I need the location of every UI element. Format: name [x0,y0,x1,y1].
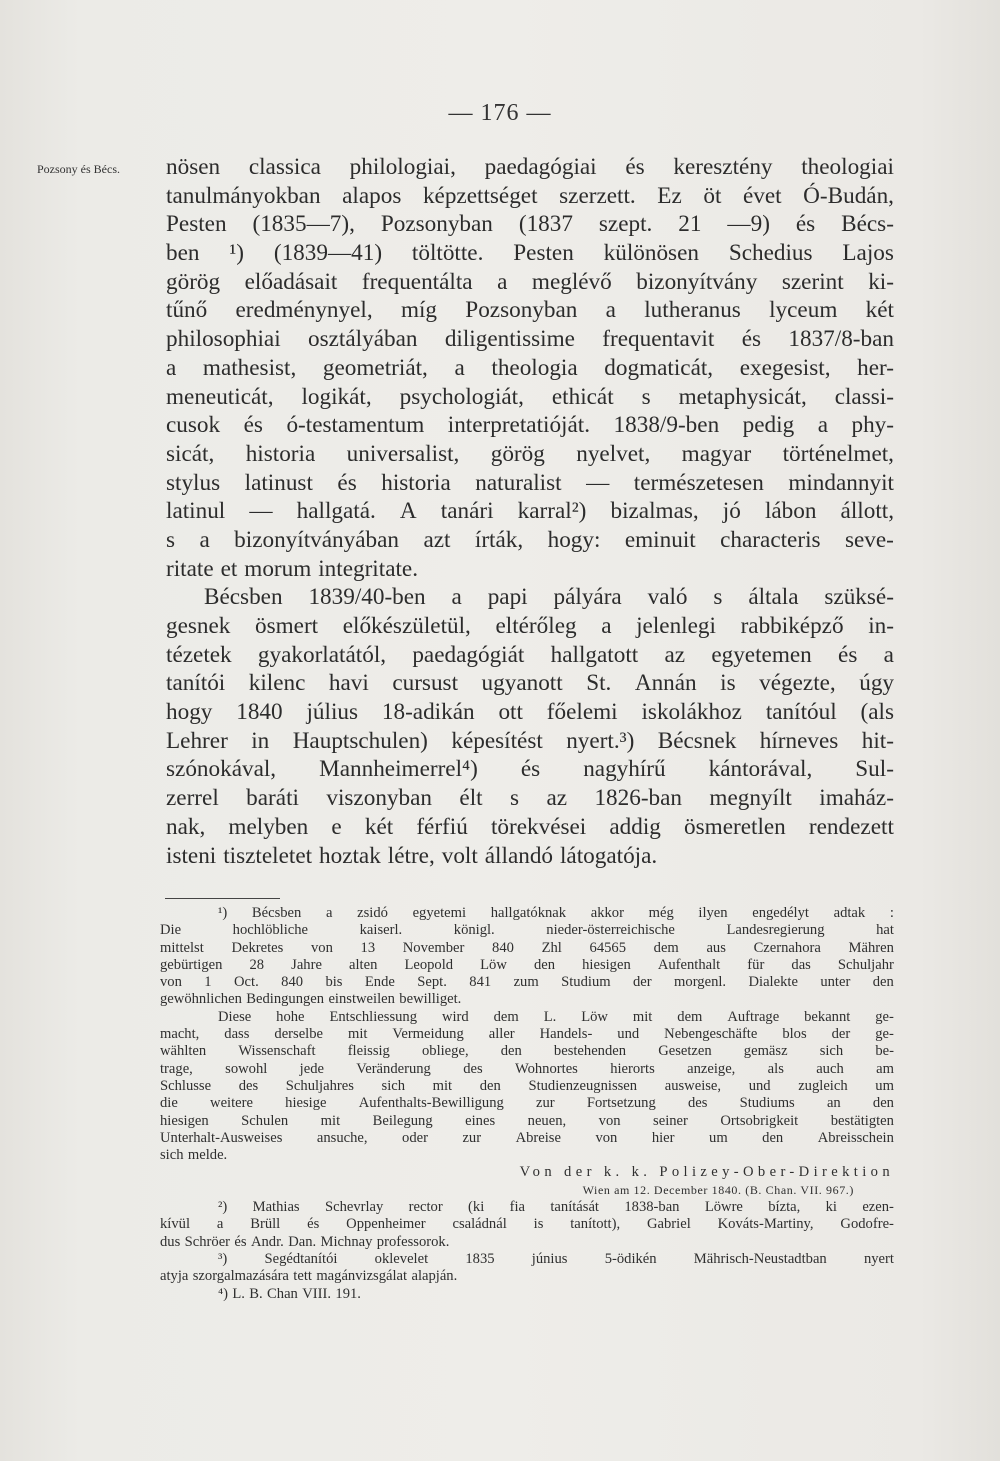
text-line: ben ¹) (1839—41) töltötte. Pesten különösen Schedius Lajos [166,240,894,267]
text-line: isteni tiszteletet hoztak létre, volt állandó látogatója. [166,842,658,869]
footnote-line: wählten Wissenschaft fleissig obliege, den bestehenden Gesetzen gemäsz sich be- [160,1043,894,1060]
text-line: zerrel baráti viszonyban élt s az 1826-ban megnyílt imaház- [166,785,894,812]
text-line: a mathesist, geometriát, a theologia dogmaticát, exegesist, her- [166,354,894,381]
text-line: meneuticát, logikát, psychologiát, ethicát s metaphysicát, classi- [166,383,894,410]
footnote-line: Unterhalt-Ausweises ansuche, oder zur Abreise von hier um den Abreisschein [160,1129,894,1146]
text-line: nak, melyben e két férfiú törekvései addig ösmeretlen rendezett [166,813,894,840]
text-line: hogy 1840 július 18-adikán ott főelemi iskolákhoz tanítóul (als [166,699,894,726]
footnote-line: ¹) Bécsben a zsidó egyetemi hallgatóknak akkor még ilyen engedélyt adtak : [218,905,894,921]
footnote-line: Von der k. k. Polizey-Ober-Direktion [519,1164,894,1181]
text-line: s a bizonyítványában azt írták, hogy: eminuit characteris seve- [166,526,894,553]
footnotes [160,905,894,1303]
footnote-line: atyja szorgalmazására tett magánvizsgálat alapján. [160,1268,458,1285]
footnote-line: hiesigen Schulen mit Beilegung eines neuen, von seiner Ortsobrigkeit bestätigten [160,1112,894,1129]
text-line: Lehrer in Hauptschulen) képesítést nyert.³) Bécsnek hírneves hit- [166,727,894,754]
text-line: szónokával, Mannheimerrel⁴) és nagyhírű kántorával, Sul- [166,756,894,783]
footnote-line: macht, dass derselbe mit Vermeidung aller Handels- und Nebengeschäfte blos der ge- [160,1026,894,1043]
text-line: ritate et morum integritate. [166,555,419,582]
text-line: görög előadásait frequentálta a meglévő bizonyítvány szerint ki- [166,268,894,295]
footnote-line: gebürtigen 28 Jahre alten Leopold Löw den hiesigen Aufenthalt für das Schuljahr [160,956,894,973]
text-line: gesnek ösmert előkészületül, eltérőleg a jelenlegi rabbiképző in- [166,613,894,639]
footnote-line: kívül a Brüll és Oppenheimer családnál is tanított), Gabriel Kováts-Martiny, Godofre- [160,1216,894,1233]
footnote-line: von 1 Oct. 840 bis Ende Sept. 841 zum Studium der morgenl. Dialekte unter den [160,974,894,991]
body-text [166,153,894,870]
footnote-line: sich melde. [160,1147,228,1164]
footnote-line: trage, sowohl jede Veränderung des Wohnortes hierorts anzeige, als auch am [160,1060,894,1077]
text-line: stylus latinust és historia naturalist — természetesen mindannyit [166,469,894,496]
footnote-line: Diese hohe Entschliessung wird dem L. Löw mit dem Auftrage bekannt ge- [218,1008,894,1025]
footnote-divider [165,898,280,899]
footnote-line: Schlusse des Schuljahres sich mit den Studienzeugnissen ausweise, und zugleich um [160,1077,894,1094]
text-line: Pesten (1835—7), Pozsonyban (1837 szept. 21 —9) és Bécs- [166,211,894,238]
margin-note: Pozsony és Bécs. [37,162,120,176]
footnote-line: Wien am 12. December 1840. (B. Chan. VII. 967.) [582,1182,854,1197]
page-number: — 176 — [448,100,552,126]
text-line: cusok és ó-testamentum interpretatióját. 1838/9-ben pedig a phy- [166,412,894,439]
footnote-line: gewöhnlichen Bedingungen einstweilen bewilliget. [160,991,462,1008]
text-line: philosophiai osztályában diligentissime frequentavit és 1837/8-ban [166,326,894,353]
footnote-line: dus Schröer és Andr. Dan. Michnay professorok. [160,1233,450,1250]
text-line: tézetek gyakorlatától, paedagógiát hallgatott az egyetemen és a [166,641,894,668]
text-line: tanítói kilenc havi cursust ugyanott St. Annán is végezte, úgy [166,670,894,697]
footnote-line: mittelst Dekretes von 13 November 840 Zhl 64565 dem aus Czernahora Mähren [160,939,894,956]
footnote-line: ³) Segédtanítói oklevelet 1835 június 5-ödikén Mährisch-Neustadtban nyert [218,1250,894,1267]
text-line: nösen classica philologiai, paedagógiai és keresztény theologiai [166,154,894,180]
footnote-line: ²) Mathias Schevrlay rector (ki fia tanítását 1838-ban Löwre bízta, ki ezen- [218,1199,894,1216]
footnote-line: Die hochlöbliche kaiserl. königl. nieder-österreichische Landesregierung hat [160,922,894,939]
text-line: sicát, historia universalist, görög nyelvet, magyar történelmet, [166,440,894,467]
text-line: tanulmányokban alapos képzettséget szerzett. Ez öt évet Ó-Budán, [166,182,894,209]
footnote-line: ⁴) L. B. Chan VIII. 191. [218,1285,361,1302]
text-line: latinul — hallgatá. A tanári karral²) bizalmas, jó lábon állott, [166,498,894,525]
text-line: tűnő eredménynyel, míg Pozsonyban a lutheranus lyceum két [166,297,894,324]
text-line: Bécsben 1839/40-ben a papi pályára való s általa szüksé- [204,584,894,611]
footnote-line: die weitere hiesige Aufenthalts-Bewilligung zur Fortsetzung des Studiums an den [160,1095,894,1112]
